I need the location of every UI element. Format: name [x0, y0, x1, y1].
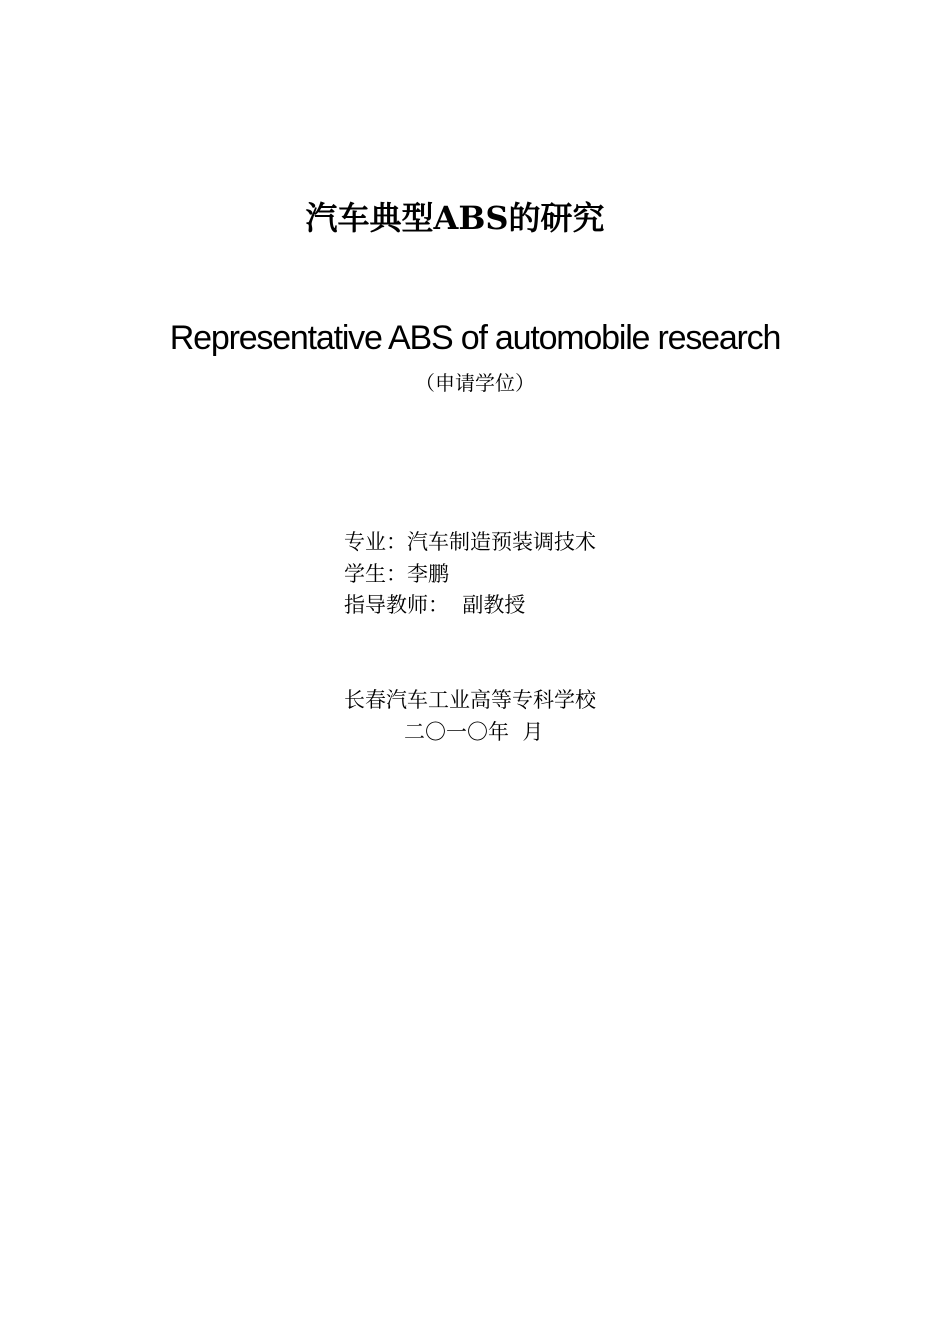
degree-note: （申请学位）: [415, 371, 535, 395]
english-title: Representative ABS of automobile research: [169, 319, 781, 357]
school-name: 长春汽车工业高等专科学校: [344, 688, 596, 712]
advisor-line: 指导教师： 副教授: [344, 593, 526, 617]
student-line: 学生：李鹏: [344, 562, 449, 586]
chinese-title: 汽车典型ABS的研究: [305, 199, 605, 237]
date-line: 二〇一〇年 月: [404, 720, 544, 744]
major-line: 专业：汽车制造预装调技术: [344, 530, 596, 554]
